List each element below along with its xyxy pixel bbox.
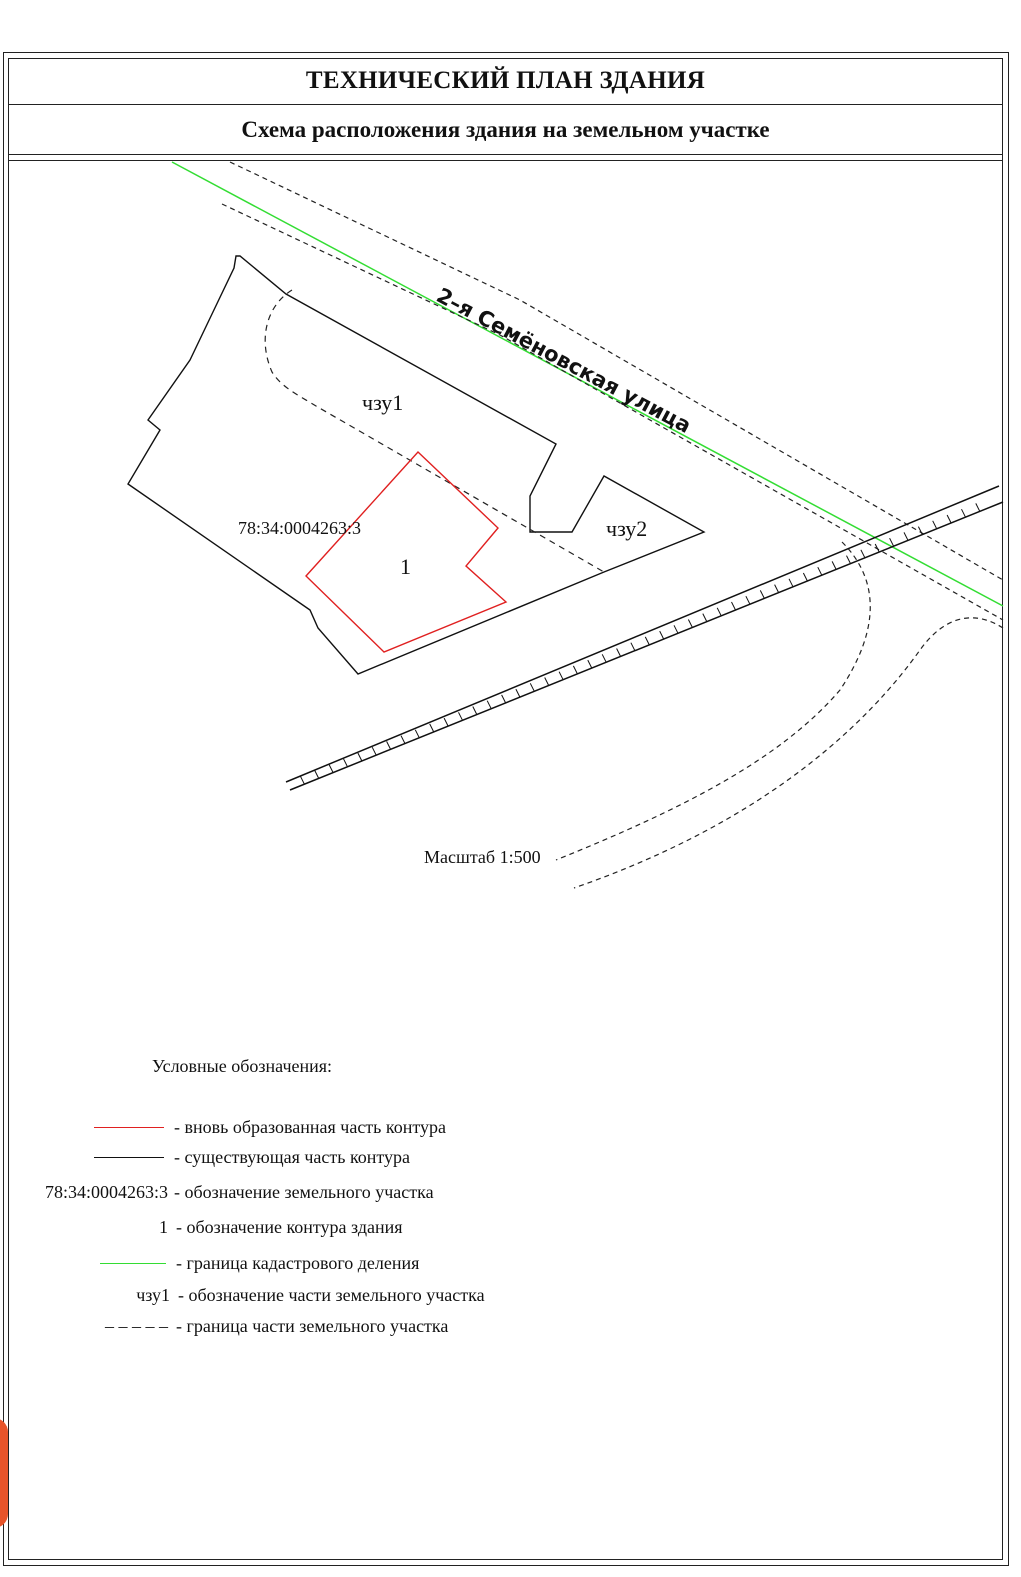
railway-tie [732, 602, 736, 610]
railway-tie [573, 666, 577, 674]
railway-tie [789, 579, 793, 587]
railway-tie [545, 678, 549, 686]
railway-tie [559, 672, 563, 680]
railway-tie [947, 515, 951, 523]
railway-tie [602, 654, 606, 662]
railway-tie [645, 637, 649, 645]
railway-tie [933, 521, 937, 529]
railway-tie [976, 503, 980, 511]
legend-item-parcel: 78:34:0004263:3 - обозначение земельного участка [44, 1181, 434, 1202]
page-subtitle: Схема расположения здания на земельном участке [8, 105, 1003, 155]
railway-tie [401, 736, 405, 744]
railway-tie [372, 747, 376, 755]
railway-tie [688, 620, 692, 628]
railway-tie [760, 590, 764, 598]
page-title: ТЕХНИЧЕСКИЙ ПЛАН ЗДАНИЯ [8, 58, 1003, 105]
railway-tie [415, 730, 419, 738]
part-label-2: чзу2 [606, 516, 648, 541]
black-line-symbol [94, 1157, 164, 1158]
railway-tie [631, 643, 635, 651]
road-curve-dashed-left [556, 542, 870, 860]
railway-tie [588, 660, 592, 668]
railway-tie [674, 625, 678, 633]
railway-tie [530, 683, 534, 691]
part-label-1: чзу1 [362, 390, 404, 415]
railway-tie [300, 776, 304, 784]
railway-tie [387, 741, 391, 749]
street-boundary-dashed-lower [222, 204, 1003, 620]
green-line-symbol [100, 1263, 166, 1264]
red-line-symbol [94, 1127, 164, 1128]
railway-tie [344, 759, 348, 767]
railway-tie [918, 527, 922, 535]
legend-item-building: 1 - обозначение контура здания [159, 1216, 403, 1237]
railway-tie [803, 573, 807, 581]
railway-tie [904, 532, 908, 540]
railway-tie [832, 561, 836, 569]
railway-tie [746, 596, 750, 604]
railway-tie [444, 718, 448, 726]
railway-tie [818, 567, 822, 575]
legend-item-new-contour: - вновь образованная часть контура [0, 1115, 700, 1139]
legend-item-cadastral: - граница кадастрового деления [0, 1251, 700, 1275]
railway-tie [459, 712, 463, 720]
railway-tie [516, 689, 520, 697]
railway-tie [847, 556, 851, 564]
railway-tie [775, 585, 779, 593]
legend-item-part-boundary: – – – – – - граница части земельного участка [0, 1314, 700, 1338]
legend-title: Условные обозначения: [152, 1056, 333, 1076]
railway-tie [717, 608, 721, 616]
building-number-label: 1 [400, 554, 411, 579]
dashed-line-symbol: – – – – – [105, 1315, 168, 1336]
railway-tie [962, 509, 966, 517]
railway-tie [617, 649, 621, 657]
street-name-label: 2–я Семёновская улица [432, 283, 696, 438]
legend-item-part: чзу1 - обозначение части земельного участка [136, 1284, 485, 1305]
railway-tie [329, 765, 333, 773]
parcel-number-label: 78:34:0004263:3 [238, 518, 362, 538]
existing-parcel-contour [128, 256, 704, 674]
railway-tie [473, 707, 477, 715]
railway-tie [430, 724, 434, 732]
railway-tie [315, 770, 319, 778]
railway-tie [487, 701, 491, 709]
road-curve-dashed-right [574, 618, 1003, 888]
scale-label: Масштаб 1:500 [424, 847, 541, 867]
railway-tie [502, 695, 506, 703]
legend-item-existing-contour: - существующая часть контура [0, 1145, 700, 1169]
railway-tie [861, 550, 865, 558]
building-contour-new [306, 452, 506, 652]
railway-tie [660, 631, 664, 639]
railway-tie [703, 614, 707, 622]
railway-tie [358, 753, 362, 761]
side-tab[interactable] [0, 1418, 8, 1528]
